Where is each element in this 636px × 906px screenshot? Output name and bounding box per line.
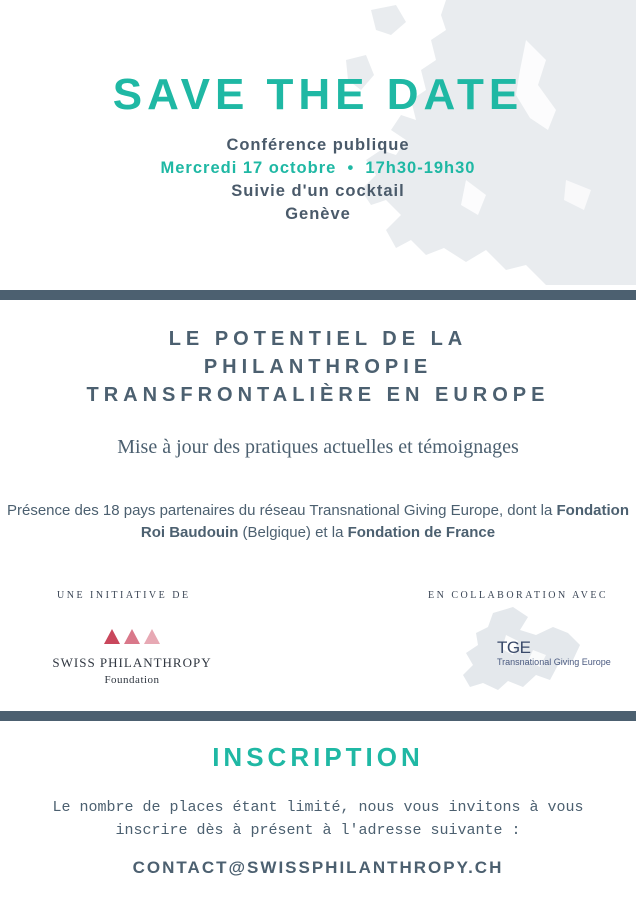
conference-title (30, 325, 606, 409)
cocktail-line: Suivie d'un cocktail (231, 182, 405, 200)
tge-abbreviation: TGE (497, 638, 531, 657)
swiss-philanthropy-logo (38, 628, 226, 686)
date-time-line: Mercredi 17 octobre • 17h30-19h30 (160, 159, 476, 177)
hero-section (0, 0, 636, 290)
inscription-text-line2: inscrire dès à présent à l'adresse suivante : (115, 822, 521, 839)
initiative-label: UNE INITIATIVE DE (57, 590, 191, 601)
presence-part2: (Belgique) et la (238, 524, 348, 541)
conference-line: Conférence publique (226, 136, 410, 154)
inscription-text (0, 796, 636, 842)
contact-email-link[interactable]: CONTACT@SWISSPHILANTHROPY.CH (132, 858, 504, 877)
title-line-1: LE POTENTIEL DE LA (168, 328, 468, 350)
swiss-philanthropy-sub: Foundation (104, 674, 160, 686)
divider-bar (0, 290, 636, 300)
swiss-philanthropy-name: SWISS PHILANTHROPY (52, 655, 212, 670)
presence-part1: Présence des 18 pays partenaires du réseau Transnational Giving Europe, dont la (7, 502, 557, 519)
tge-full-name: Transnational Giving Europe (497, 657, 611, 667)
divider-bar (0, 711, 636, 721)
tge-logo-text (497, 638, 611, 667)
save-the-date-title: SAVE THE DATE (112, 70, 524, 119)
presence-org1: Fondation Roi Baudouin (140, 502, 629, 541)
title-line-2: PHILANTHROPIE (203, 356, 433, 378)
conference-subtitle: Mise à jour des pratiques actuelles et témoignages (117, 436, 519, 458)
triangles-icon (102, 628, 162, 644)
inscription-text-line1: Le nombre de places étant limité, nous vous invitons à vous (52, 799, 584, 816)
collaboration-label: EN COLLABORATION AVEC (428, 590, 609, 601)
city-line: Genève (285, 205, 351, 223)
inscription-title: INSCRIPTION (212, 742, 424, 772)
presence-org2: Fondation de France (347, 524, 496, 541)
title-line-3: TRANSFRONTALIÈRE EN EUROPE (86, 384, 550, 406)
presence-text (0, 500, 636, 544)
